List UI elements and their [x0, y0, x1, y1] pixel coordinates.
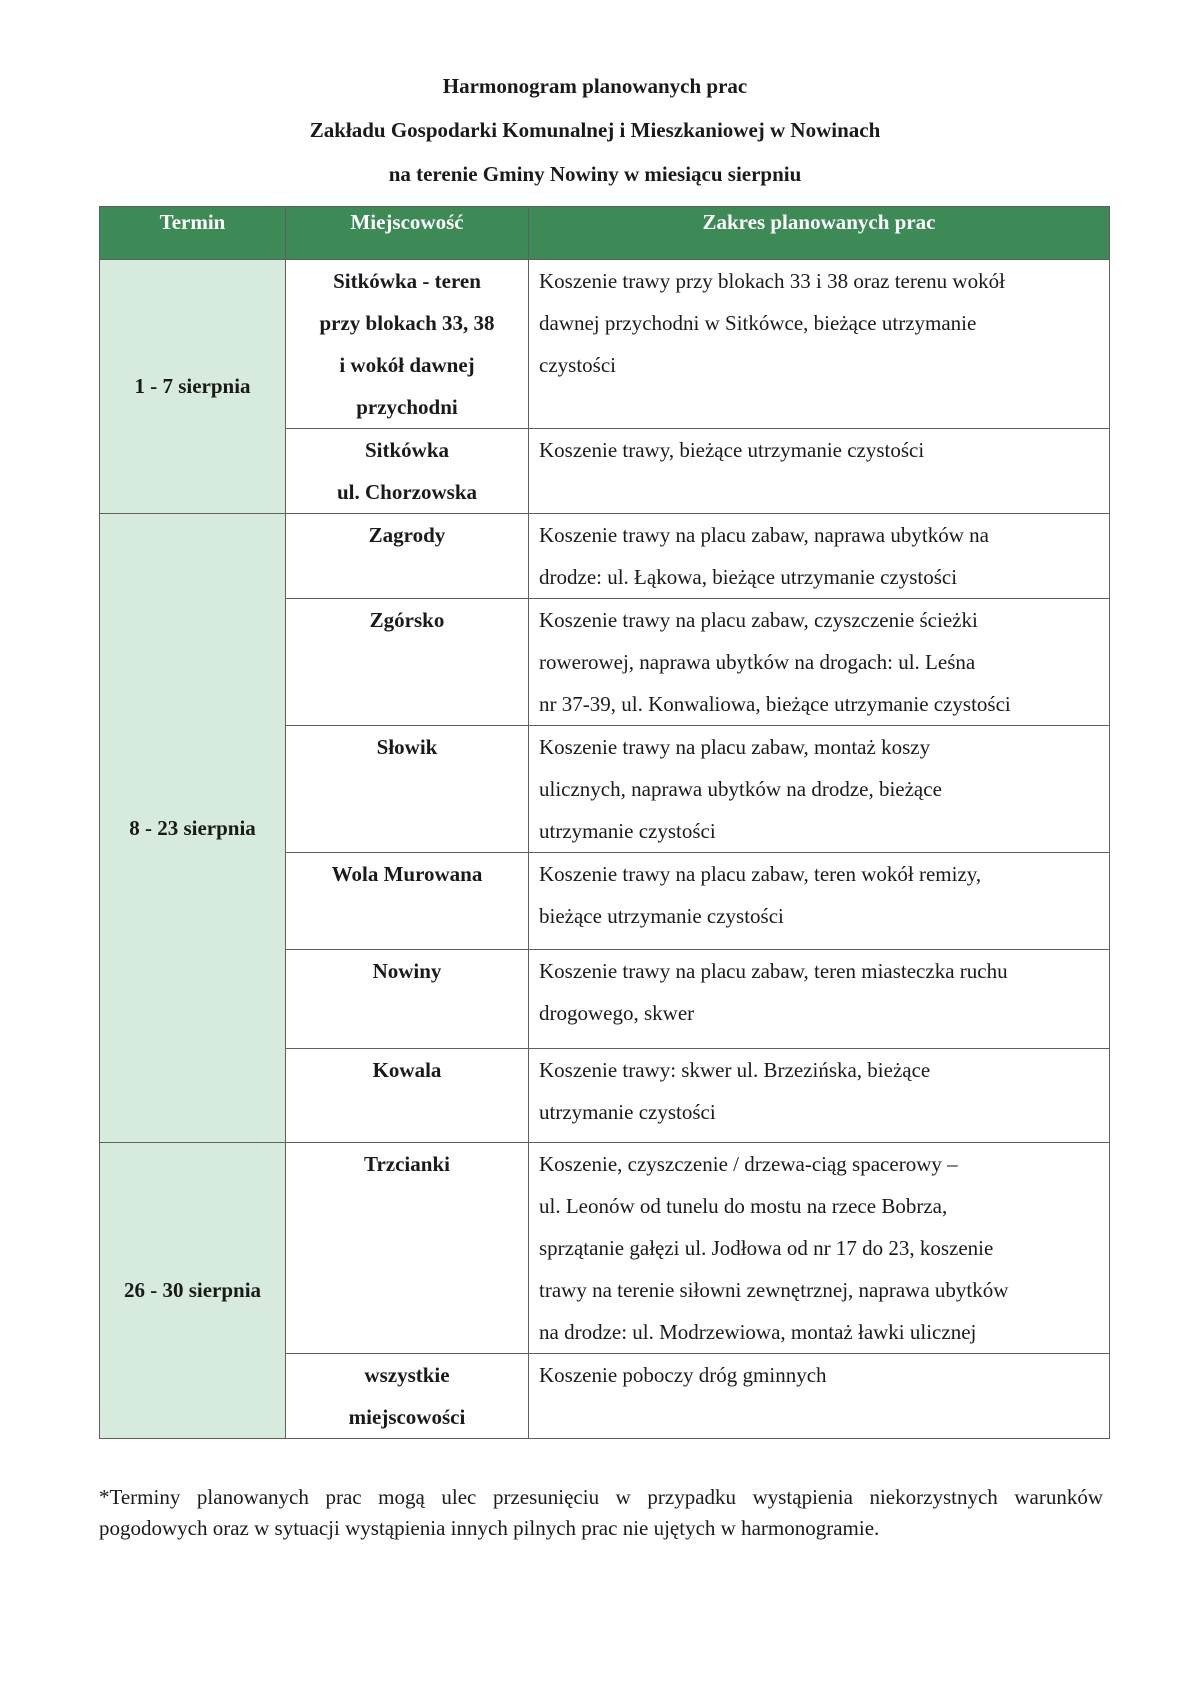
table-row — [100, 1143, 1110, 1354]
place-cell: Zgórsko — [286, 599, 529, 726]
schedule-table — [99, 206, 1110, 1439]
table-row — [100, 260, 1110, 429]
table-row — [100, 514, 1110, 599]
scope-cell: Koszenie trawy na placu zabaw, teren wokół remizy, bieżące utrzymanie czystości — [529, 853, 1110, 950]
term-cell: 26 - 30 sierpnia — [100, 1143, 286, 1439]
scope-cell: Koszenie trawy na placu zabaw, naprawa ubytków na drodze: ul. Łąkowa, bieżące utrzymanie czystości — [529, 514, 1110, 599]
title-line-1: Harmonogram planowanych prac — [442, 74, 748, 98]
title-line-3: na terenie Gminy Nowiny w miesiącu sierpniu — [388, 162, 802, 186]
scope-cell: Koszenie, czyszczenie / drzewa-ciąg spacerowy – ul. Leonów od tunelu do mostu na rzece Bobrza, sprzątanie gałęzi ul. Jodłowa od nr 17 do 23, koszenie trawy na terenie siłowni zewnętrznej, naprawa ubytków na drodze: ul. Modrzewiowa, montaż ławki ulicznej — [529, 1143, 1110, 1354]
table-header-row — [100, 207, 1110, 260]
place-cell: wszystkie miejscowości — [286, 1354, 529, 1439]
place-cell: Kowala — [286, 1049, 529, 1143]
header-termin: Termin — [100, 207, 286, 260]
place-cell: Wola Murowana — [286, 853, 529, 950]
title-line-2: Zakładu Gospodarki Komunalnej i Mieszkaniowej w Nowinach — [309, 118, 881, 142]
scope-cell: Koszenie trawy przy blokach 33 i 38 oraz terenu wokół dawnej przychodni w Sitkówce, bieżące utrzymanie czystości — [529, 260, 1110, 429]
place-cell: Trzcianki — [286, 1143, 529, 1354]
term-cell: 8 - 23 sierpnia — [100, 514, 286, 1143]
scope-cell: Koszenie trawy: skwer ul. Brzezińska, bieżące utrzymanie czystości — [529, 1049, 1110, 1143]
scope-cell: Koszenie trawy na placu zabaw, czyszczenie ścieżki rowerowej, naprawa ubytków na drogach: ul. Leśna nr 37-39, ul. Konwaliowa, bieżące utrzymanie czystości — [529, 599, 1110, 726]
scope-cell: Koszenie poboczy dróg gminnych — [529, 1354, 1110, 1439]
scope-cell: Koszenie trawy na placu zabaw, montaż koszy ulicznych, naprawa ubytków na drodze, bieżące utrzymanie czystości — [529, 726, 1110, 853]
place-cell: Nowiny — [286, 950, 529, 1049]
document-title — [0, 64, 1190, 196]
scope-cell: Koszenie trawy na placu zabaw, teren miasteczka ruchu drogowego, skwer — [529, 950, 1110, 1049]
place-cell: Sitkówka - teren przy blokach 33, 38 i wokół dawnej przychodni — [286, 260, 529, 429]
place-cell: Zagrody — [286, 514, 529, 599]
header-zakres: Zakres planowanych prac — [529, 207, 1110, 260]
footnote: *Terminy planowanych prac mogą ulec przesunięciu w przypadku wystąpienia niekorzystnych warunków pogodowych oraz w sytuacji wystąpienia innych pilnych prac nie ujętych w harmonogramie. — [99, 1485, 1103, 1540]
place-cell: Słowik — [286, 726, 529, 853]
term-cell: 1 - 7 sierpnia — [100, 260, 286, 514]
header-miejscowosc: Miejscowość — [286, 207, 529, 260]
scope-cell: Koszenie trawy, bieżące utrzymanie czystości — [529, 429, 1110, 514]
place-cell: Sitkówka ul. Chorzowska — [286, 429, 529, 514]
